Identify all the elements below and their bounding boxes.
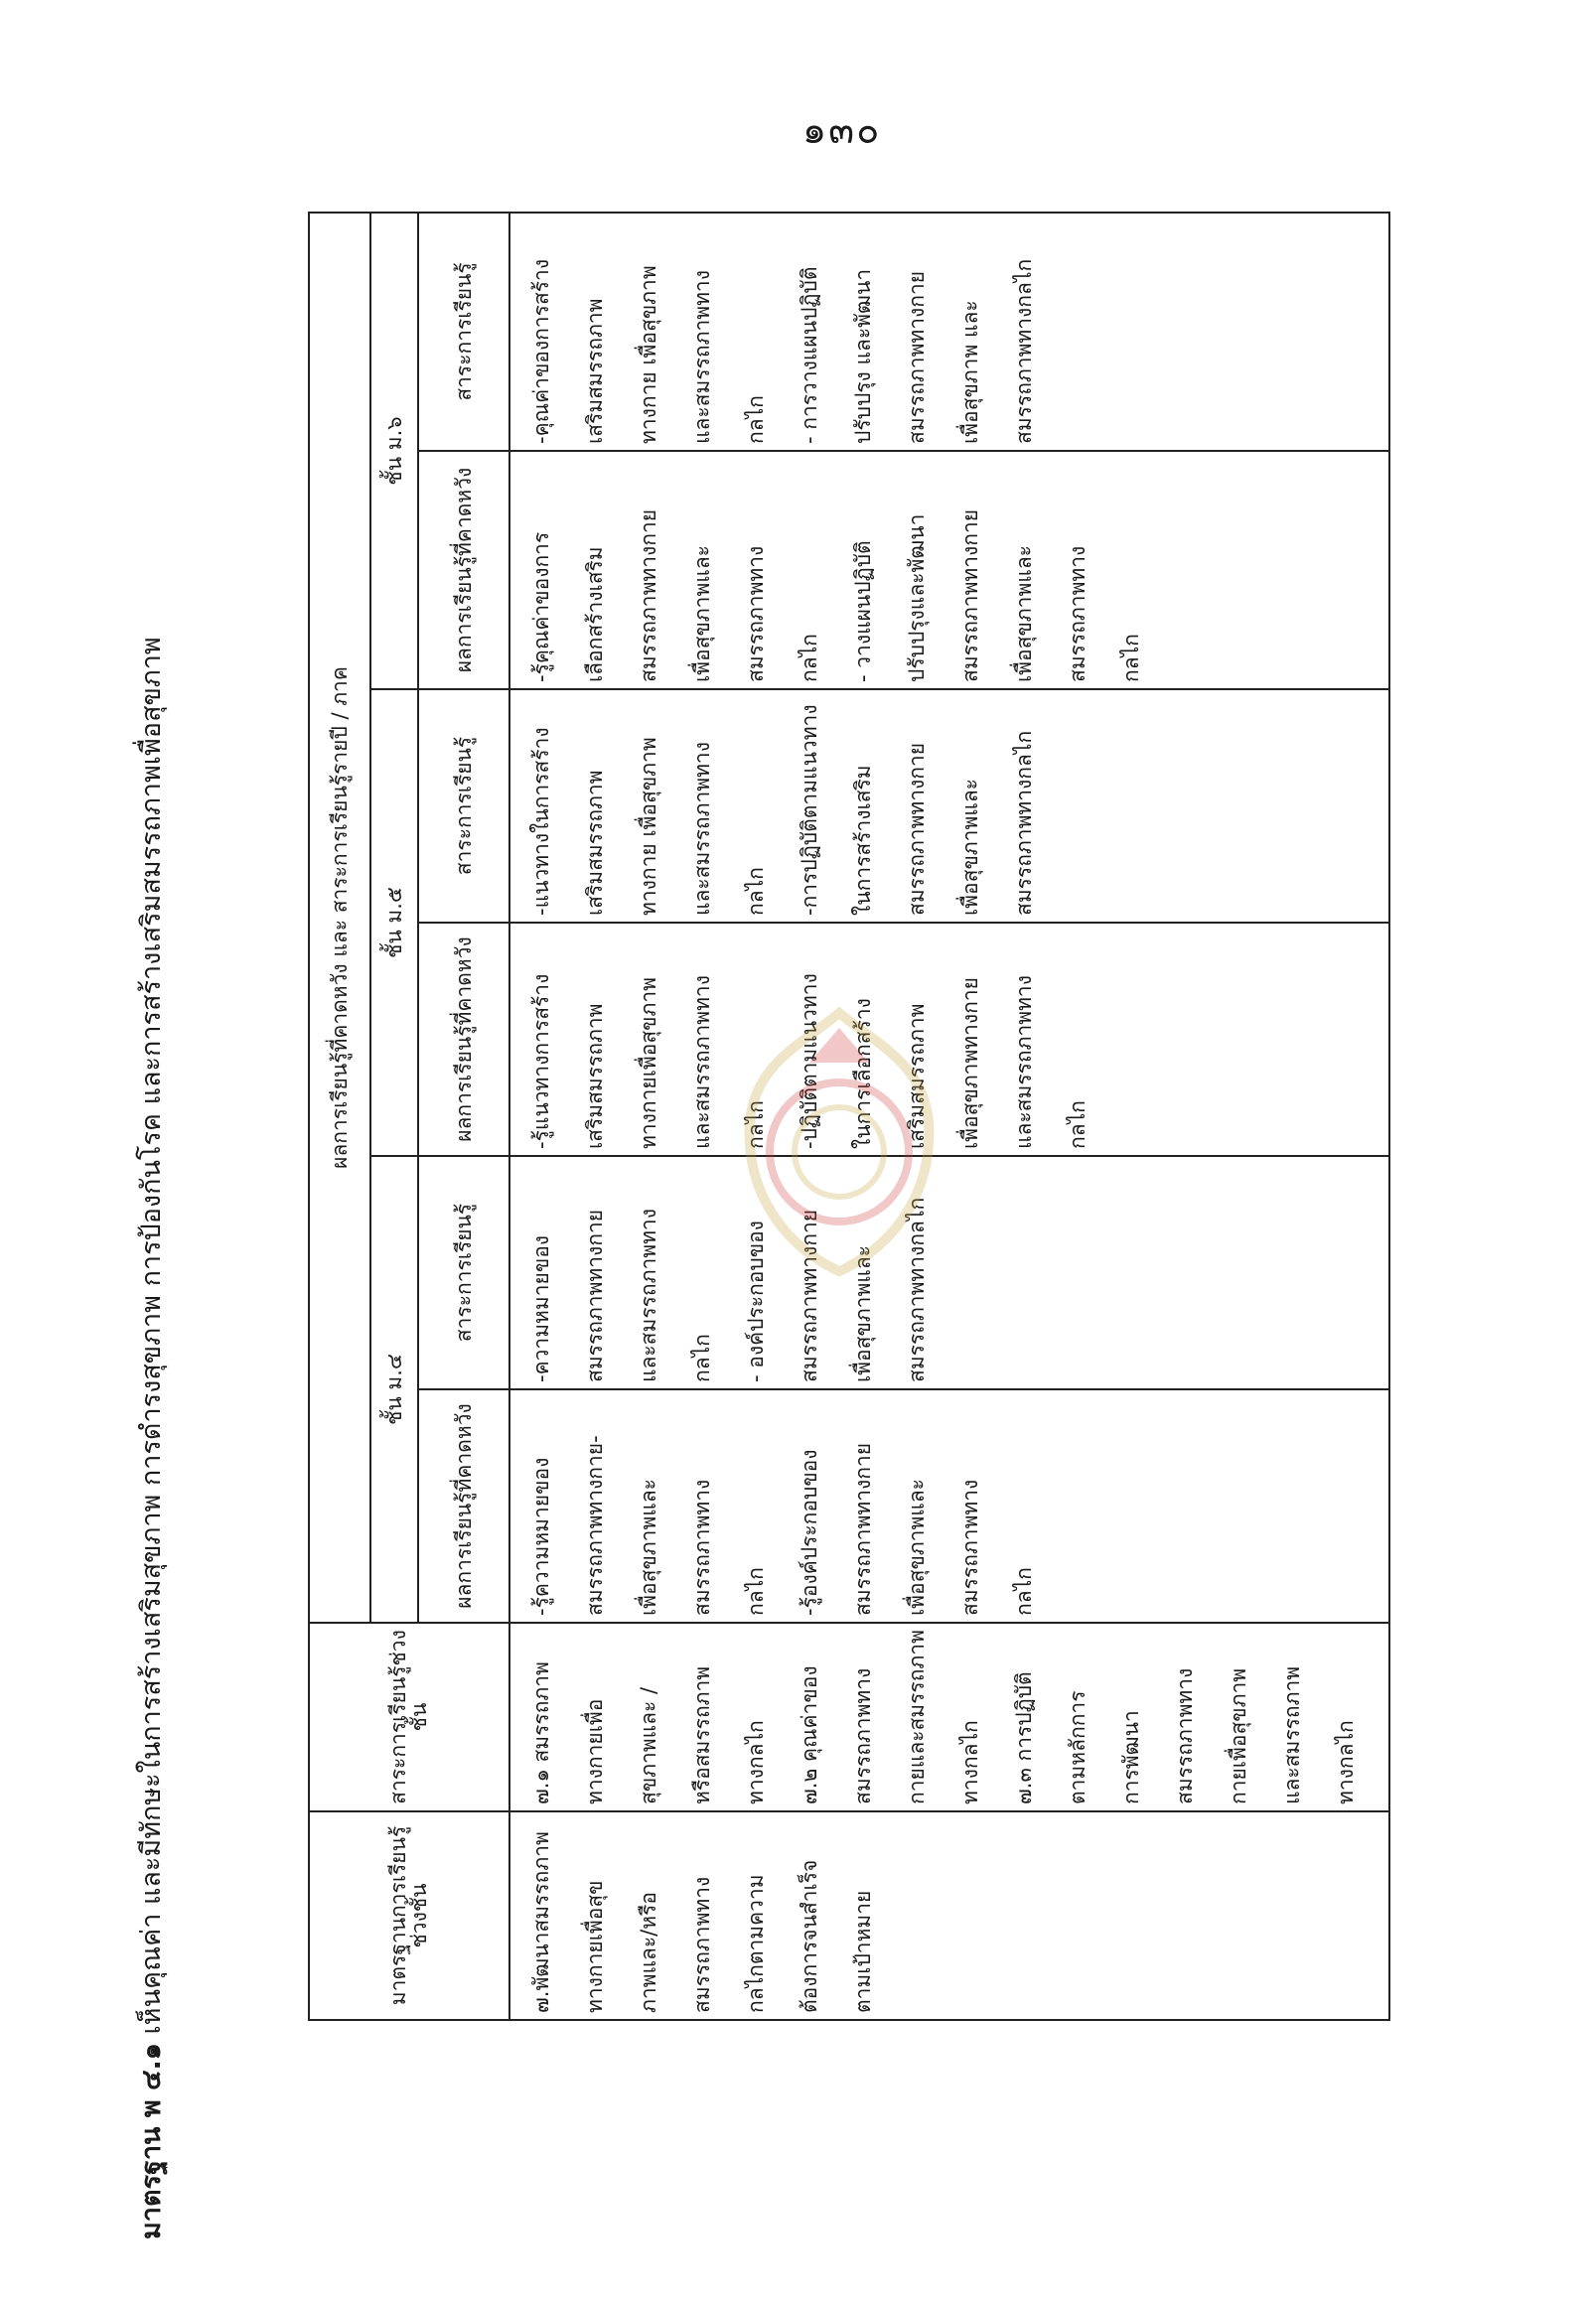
cell-line: ทางกายเพื่อสุขภาพ xyxy=(637,977,660,1149)
cell-line: กลไก xyxy=(744,395,768,444)
cell-line: - การวางแผนปฏิบัติ xyxy=(798,266,821,444)
page-number: ๑๓๐ xyxy=(802,108,882,152)
header-m5-content: สาระการเรียนรู้ xyxy=(418,689,509,923)
cell-line: กายเพื่อสุขภาพ xyxy=(1227,1667,1250,1804)
cell-m5-outcome xyxy=(509,923,1389,1156)
cell-line: ในการสร้างเสริม xyxy=(851,765,875,916)
header-m5: ชั้น ม.๕ xyxy=(370,689,418,1156)
cell-line: ภาพและ/หรือ xyxy=(637,1892,660,2013)
cell-line: กลไกตามความ xyxy=(744,1874,768,2013)
header-m5-outcome: ผลการเรียนรู้ที่คาดหวัง xyxy=(418,923,509,1156)
cell-line: สมรรถภาพทางกาย xyxy=(905,742,929,916)
cell-line: ทางกายเพื่อสุข xyxy=(583,1880,607,2013)
standard-description: เห็นคุณค่า และมีทักษะในการสร้างเสริมสุขภาพ การดำรงสุขภาพ การป้องกันโรค และการสร้างเสริมสมรรถภาพเพื่อสุขภาพ xyxy=(136,637,167,2035)
cell-line: ตามหลักการ xyxy=(1066,1690,1089,1804)
cell-line: สมรรถภาพทาง xyxy=(744,545,768,682)
cell-line: กายและสมรรถภาพ xyxy=(905,1630,929,1804)
cell-line: กลไก xyxy=(744,1567,768,1616)
cell-line: ทางกลไก xyxy=(1334,1720,1358,1804)
cell-line: สมรรถภาพทาง xyxy=(1173,1667,1197,1804)
cell-line: ทางกาย เพื่อสุขภาพ xyxy=(637,737,660,916)
cell-line: และสมรรถภาพทาง xyxy=(1012,975,1036,1149)
cell-line: และสมรรถภาพทาง xyxy=(637,1209,660,1382)
cell-standard xyxy=(509,1811,1389,2020)
cell-line: -ความหมายของ xyxy=(529,1234,553,1382)
cell-line: สมรรถภาพทางกาย xyxy=(583,1209,607,1382)
cell-line: เสริมสมรรถภาพ xyxy=(583,1003,607,1149)
header-group: ผลการเรียนรู้ที่คาดหวัง และ สาระการเรียนรู้รายปี / ภาค xyxy=(309,213,370,1623)
cell-line: เพื่อสุขภาพและ xyxy=(1012,545,1036,682)
cell-line: -การปฏิบัติตามแนวทาง xyxy=(798,704,821,916)
curriculum-table xyxy=(308,212,1390,2021)
cell-line: -รู้ความหมายของ xyxy=(529,1457,553,1616)
standard-caption xyxy=(129,174,172,2239)
cell-m6-content xyxy=(509,213,1389,451)
cell-line: สมรรถภาพทางกลไก xyxy=(905,1197,929,1382)
cell-line: กลไก xyxy=(690,1334,714,1382)
curriculum-table-rotated xyxy=(308,214,1390,2021)
cell-line: ทางกลไก xyxy=(744,1720,768,1804)
cell-line: สุขภาพและ / xyxy=(637,1686,660,1804)
cell-line: สมรรถภาพทางกลไก xyxy=(1012,258,1036,444)
cell-line: เลือกสร้างเสริม xyxy=(583,546,607,682)
header-m6-outcome: ผลการเรียนรู้ที่คาดหวัง xyxy=(418,451,509,689)
cell-line: การพัฒนา xyxy=(1119,1710,1143,1804)
cell-line: ตามเป้าหมาย xyxy=(851,1890,875,2013)
cell-line: สมรรถภาพทางกาย xyxy=(905,270,929,444)
cell-line: ต้องการจนสำเร็จ xyxy=(798,1859,821,2013)
cell-line: หรือสมรรถภาพ xyxy=(690,1665,714,1804)
header-m4-content: สาระการเรียนรู้ xyxy=(418,1156,509,1389)
cell-line: สมรรถภาพทาง xyxy=(690,1479,714,1616)
cell-m4-content xyxy=(509,1156,1389,1389)
cell-line: สมรรถภาพทาง xyxy=(690,1876,714,2013)
cell-m4-outcome xyxy=(509,1389,1389,1623)
cell-line: ๗.๒ คุณค่าของ xyxy=(798,1665,821,1804)
cell-line: สมรรถภาพทาง xyxy=(851,1667,875,1804)
cell-line: สมรรถภาพทางกาย xyxy=(958,508,982,682)
cell-line: สมรรถภาพทางกาย- xyxy=(583,1435,607,1616)
cell-line: ปรับปรุงและพัฒนา xyxy=(905,513,929,682)
cell-line: และสมรรถภาพทาง xyxy=(690,270,714,444)
cell-line: ปรับปรุง และพัฒนา xyxy=(851,268,875,444)
cell-line: ๗.๓ การปฏิบัติ xyxy=(1012,1671,1036,1804)
cell-line: ทางกาย เพื่อสุขภาพ xyxy=(637,265,660,444)
cell-line: กลไก xyxy=(744,867,768,916)
cell-line: - องค์ประกอบของ xyxy=(744,1221,768,1382)
header-m4: ชั้น ม.๔ xyxy=(370,1156,418,1623)
cell-line: -รู้คุณค่าของการ xyxy=(529,531,553,682)
cell-line: -คุณค่าของการสร้าง xyxy=(529,258,553,444)
cell-line: -รู้องค์ประกอบของ xyxy=(798,1449,821,1616)
cell-line: เสริมสมรรถภาพ xyxy=(583,770,607,916)
cell-line: ในการเลือกสร้าง xyxy=(851,998,875,1149)
cell-line: ๗.๑ สมรรถภาพ xyxy=(529,1661,553,1804)
cell-line: -รู้แนวทางการสร้าง xyxy=(529,973,553,1149)
cell-line: เพื่อสุขภาพและ xyxy=(690,545,714,682)
cell-line: เสริมสมรรถภาพ xyxy=(583,298,607,444)
cell-line: ๗.พัฒนาสมรรถภาพ xyxy=(529,1831,553,2013)
header-m6: ชั้น ม.๖ xyxy=(370,213,418,689)
cell-line: เพื่อสุขภาพและ xyxy=(637,1479,660,1616)
cell-line: และสมรรถภาพทาง xyxy=(690,742,714,916)
cell-line: และสมรรถภาพทาง xyxy=(690,975,714,1149)
cell-line: และสมรรถภาพ xyxy=(1280,1665,1304,1804)
cell-line: เพื่อสุขภาพทางกาย xyxy=(958,977,982,1149)
cell-core-content xyxy=(509,1623,1389,1811)
cell-line: กลไก xyxy=(1012,1567,1036,1616)
cell-line: สมรรถภาพทาง xyxy=(1066,545,1089,682)
cell-line: กลไก xyxy=(1119,634,1143,682)
cell-line: สมรรถภาพทางกาย xyxy=(637,508,660,682)
header-standard: มาตรฐานการเรียนรู้ช่วงชั้น xyxy=(309,1811,509,2020)
cell-line: กลไก xyxy=(798,634,821,682)
cell-line: สมรรถภาพทางกาย xyxy=(851,1442,875,1616)
cell-line: กลไก xyxy=(744,1100,768,1149)
cell-line: - วางแผนปฏิบัติ xyxy=(851,540,875,682)
cell-line: -แนวทางในการสร้าง xyxy=(529,727,553,916)
cell-line: เพื่อสุขภาพและ xyxy=(851,1245,875,1382)
header-core-content: สาระการเรียนรู้ช่วงชั้น xyxy=(309,1623,509,1811)
cell-line: เพื่อสุขภาพและ xyxy=(958,779,982,916)
cell-line: ทางกายเพื่อ xyxy=(583,1698,607,1804)
cell-m5-content xyxy=(509,689,1389,923)
cell-m6-outcome xyxy=(509,451,1389,689)
cell-line: ทางกลไก xyxy=(958,1720,982,1804)
cell-line: สมรรถภาพทางกลไก xyxy=(1012,730,1036,916)
header-m4-outcome: ผลการเรียนรู้ที่คาดหวัง xyxy=(418,1389,509,1623)
cell-line: สมรรถภาพทางกาย xyxy=(798,1209,821,1382)
cell-line: -ปฏิบัติตามแนวทาง xyxy=(798,973,821,1149)
cell-line: สมรรถภาพทาง xyxy=(958,1479,982,1616)
standard-code: มาตรฐาน พ ๔.๑ xyxy=(136,2043,167,2239)
header-m6-content: สาระการเรียนรู้ xyxy=(418,213,509,451)
cell-line: เสริมสมรรถภาพ xyxy=(905,1003,929,1149)
cell-line: เพื่อสุขภาพ และ xyxy=(958,300,982,444)
cell-line: เพื่อสุขภาพและ xyxy=(905,1479,929,1616)
cell-line: กลไก xyxy=(1066,1100,1089,1149)
